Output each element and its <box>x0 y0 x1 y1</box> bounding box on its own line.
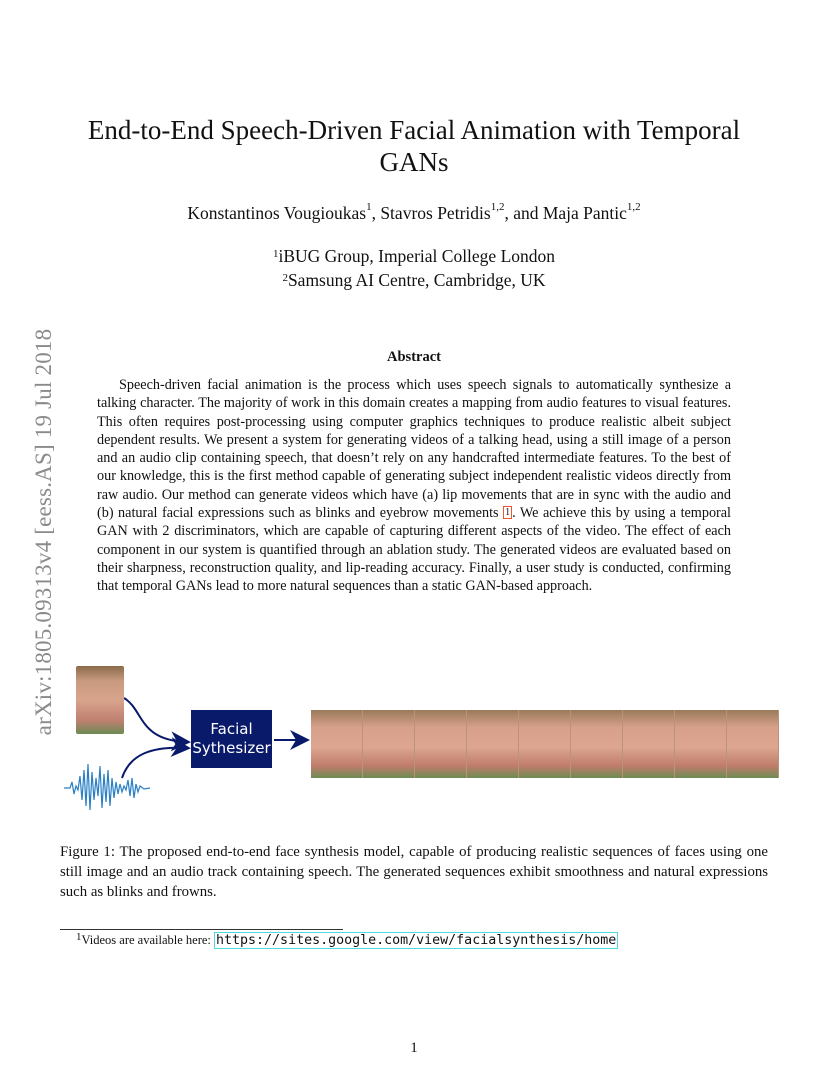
footnote-text: Videos are available here: <box>81 933 215 947</box>
output-frame <box>675 710 727 778</box>
image-to-synth-arrow <box>124 698 187 742</box>
output-frame <box>467 710 519 778</box>
output-frame <box>363 710 415 778</box>
output-frame-strip <box>311 710 779 778</box>
affiliations <box>60 244 768 292</box>
page-number: 1 <box>410 1040 418 1056</box>
affiliation-line <box>60 244 768 268</box>
paper-title: End-to-End Speech-Driven Facial Animation with Temporal GANs <box>87 115 741 177</box>
audio-waveform-icon <box>64 764 150 810</box>
affiliation-mark: 1 <box>272 248 279 260</box>
synth-label-line: Sythesizer <box>192 739 271 757</box>
output-frame <box>311 710 363 778</box>
author-separator: , and <box>504 203 543 223</box>
affiliation-text: iBUG Group, Imperial College London <box>278 246 556 266</box>
synth-label-line: Facial <box>210 720 253 738</box>
affiliation-line <box>60 268 768 292</box>
author-affiliation-mark: 1,2 <box>490 201 505 213</box>
abstract-text: . We achieve this by using a temporal GAN with 2 discriminators, which are capable of capturing different aspects of the video. The effect of each component in our system is quantified through an ablation study. The generated videos are evaluated based on their sharpness, reconstruction quality, and lip-reading accuracy. Finally, a user study is conducted, confirming that temporal GANs lead to more natural sequences than a static GAN-based approach. <box>97 505 731 595</box>
output-frame <box>623 710 675 778</box>
footnote-link[interactable]: 1 <box>505 507 511 519</box>
footnote <box>76 933 618 948</box>
affiliation-mark: 2 <box>282 272 288 284</box>
input-face-image <box>76 666 124 734</box>
figure-1 <box>60 660 768 810</box>
facial-synthesizer-block <box>191 710 272 768</box>
affiliation-text: Samsung AI Centre, Cambridge, UK <box>287 270 546 290</box>
author-affiliation-mark: 1,2 <box>626 201 641 213</box>
figure-caption: Figure 1: The proposed end-to-end face synthesis model, capable of producing realistic sequences of faces using one still image and an audio track containing speech. The generated sequences exhibit smoothness and natural expressions such as blinks and frowns. <box>60 844 768 900</box>
output-frame <box>415 710 467 778</box>
author-separator: , <box>371 203 381 223</box>
output-frame <box>519 710 571 778</box>
output-frame <box>571 710 623 778</box>
footnote-rule <box>60 929 343 930</box>
arxiv-id: arXiv:1805.09313v4 [eess.AS] 19 Jul 2018 <box>31 328 56 736</box>
author-affiliation-mark: 1 <box>366 201 372 213</box>
output-frame <box>727 710 779 778</box>
footnote-url-link[interactable]: https://sites.google.com/view/facialsynthesis/home <box>216 933 617 948</box>
footnote-mark: 1 <box>76 931 82 943</box>
author-name: Konstantinos Vougioukas <box>187 203 367 223</box>
author-name: Maja Pantic <box>542 203 627 223</box>
abstract-text: Speech-driven facial animation is the process which uses speech signals to automatically synthesize a talking character. The majority of work in this domain creates a mapping from audio features to visual features. This often requires post-processing using computer graphics techniques to produce realistic albeit subject dependent results. We present a system for generating videos of a talking head, using a still image of a person and an audio clip containing speech, that doesn’t rely on any handcrafted intermediate features. To the best of our knowledge, this is the first method capable of generating subject independent realistic videos directly from raw audio. Our method can generate videos which have (a) lip movements that are in sync with the audio and (b) natural facial expressions such as blinks and eyebrow movements <box>97 377 731 522</box>
abstract-body <box>97 376 731 596</box>
author-name: Stavros Petridis <box>380 203 491 223</box>
abstract-heading: Abstract <box>387 349 441 365</box>
audio-to-synth-arrow <box>122 748 187 778</box>
author-list <box>60 203 768 224</box>
